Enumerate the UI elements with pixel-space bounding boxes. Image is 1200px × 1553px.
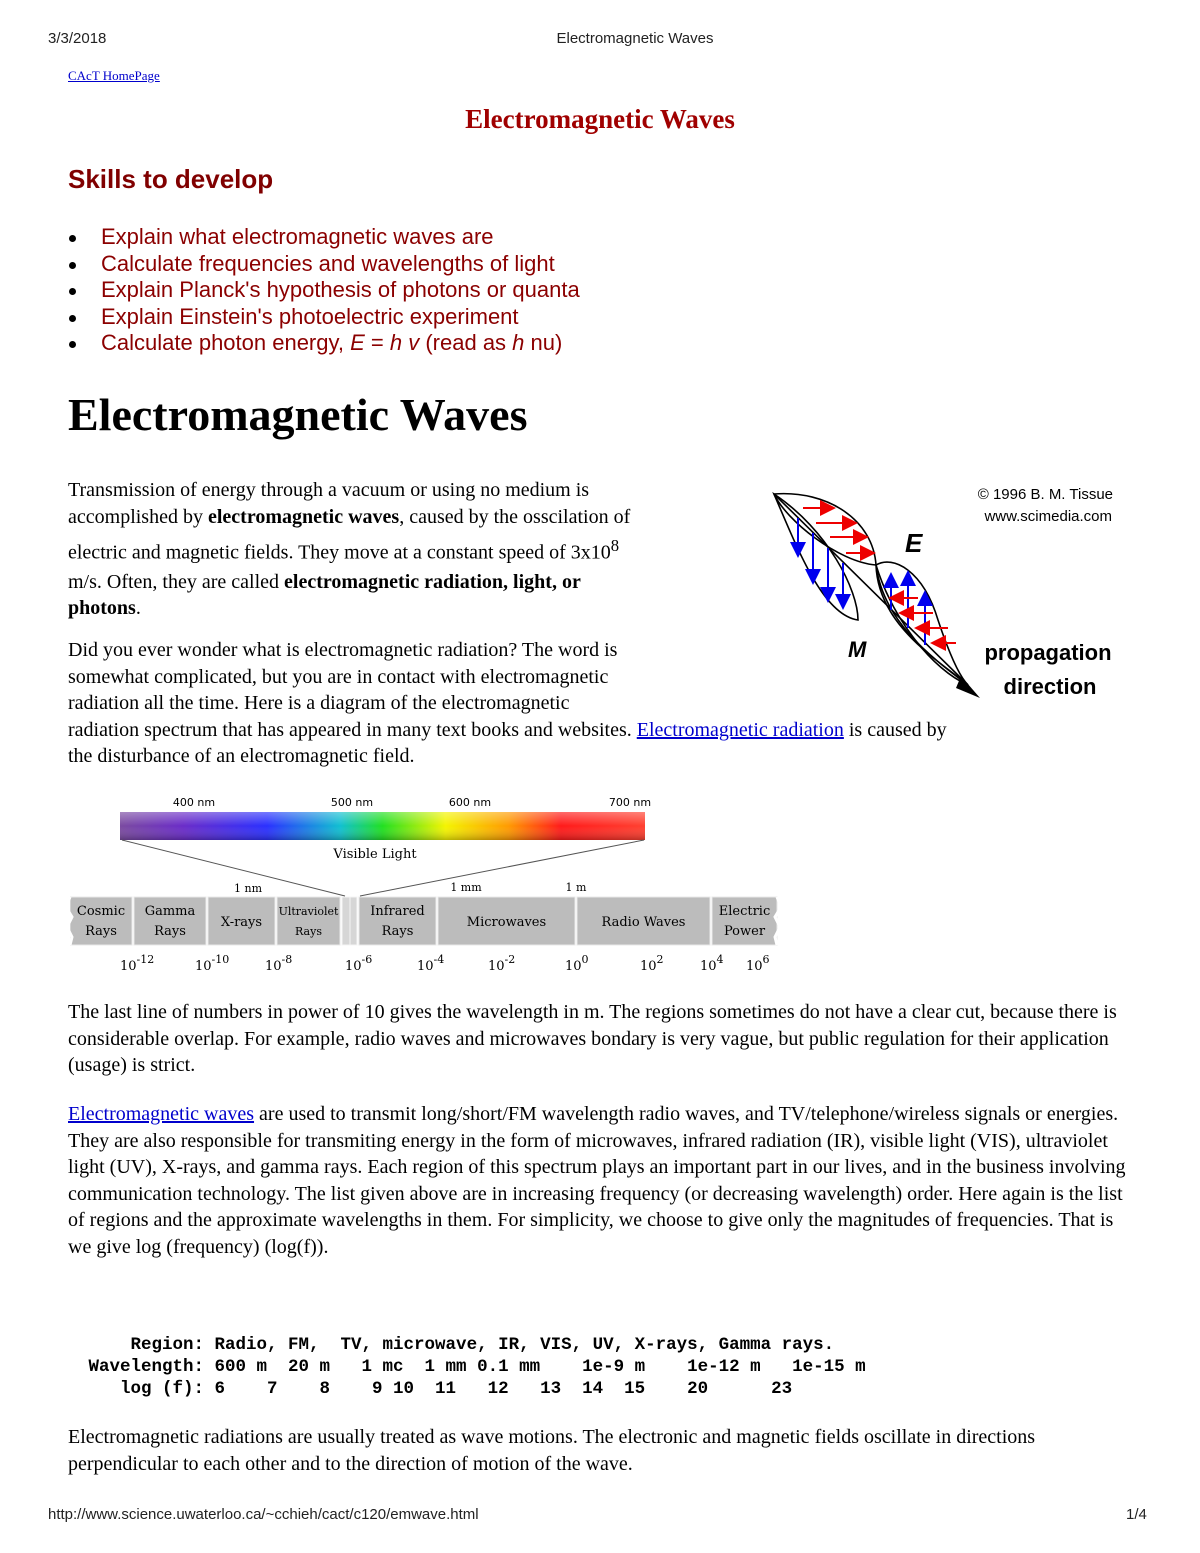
paragraph: Electromagnetic waves are used to transmit long/short/FM wavelength radio waves, and TV/telephone/wireless signals or energies. They are also responsible for transmiting energy in the form of microwaves, infrared radiation (IR), visible light (VIS), ultraviolet light (UV), X-rays, and gamma rays. Each region of this spectrum plays an important part in our lives, and in the business involving communication technology. The list given above are in increasing frequency (or decreasing wavelength) order. Here again is the list of regions and the approximate wavelengths in them. For simplicity, we choose to give only the magnitudes of frequencies. That is we give log (frequency) (log(f)). [68, 1103, 1126, 1258]
exponent-label: $10^{-8}$ [265, 953, 293, 974]
tick-label: 600 nm [448, 796, 492, 809]
bullet-icon [69, 235, 76, 242]
page-number: 1/4 [1126, 1506, 1147, 1523]
em-radiation-link[interactable]: Electromagnetic radiation [636, 718, 844, 741]
spectrum-region [350, 897, 357, 945]
region-label: Radio Waves [601, 915, 686, 930]
region-label: Electric [718, 904, 771, 919]
print-title: Electromagnetic Waves [556, 30, 714, 47]
propagation-label: propagation [984, 640, 1112, 665]
list-item: Explain Einstein's photoelectric experiment [68, 304, 580, 331]
scale-mark: 1 m [565, 881, 587, 894]
em-spectrum-diagram [70, 790, 780, 980]
region-label: Rays [154, 924, 186, 939]
exponent-label: $10^2$ [640, 953, 664, 974]
tick-label: 700 nm [608, 796, 652, 809]
site-text: www.scimedia.com [984, 508, 1112, 525]
bullet-icon [69, 341, 76, 348]
region-label: Rays [295, 925, 322, 938]
em-waves-link[interactable]: Electromagnetic waves [68, 1103, 255, 1125]
bullet-icon [69, 262, 76, 269]
table-row: Region: Radio, FM, TV, microwave, IR, VIS, UV, X-rays, Gamma rays. [78, 1335, 835, 1355]
e-field-label: E [905, 528, 923, 558]
skills-list [68, 224, 580, 357]
exponent-label: $10^{-10}$ [195, 953, 230, 974]
exponent-label: $10^0$ [565, 953, 589, 974]
region-label: Microwaves [466, 915, 547, 930]
region-label: Rays [85, 924, 117, 939]
region-table [78, 1334, 866, 1400]
list-item: Explain Planck's hypothesis of photons or quanta [68, 277, 580, 304]
region-label: Cosmic [76, 904, 126, 919]
direction-label: direction [1003, 674, 1097, 699]
list-item: Calculate frequencies and wavelengths of light [68, 251, 580, 278]
bullet-icon [69, 288, 76, 295]
region-label: X-rays [220, 915, 263, 930]
copyright-text: © 1996 B. M. Tissue [977, 486, 1113, 503]
tick-label: 500 nm [330, 796, 374, 809]
region-label: Gamma [144, 904, 196, 919]
paragraph: Electromagnetic radiations are usually treated as wave motions. The electronic and magnetic fields oscillate in directions perpendicular to each other and to the direction of motion of the wave. [68, 1426, 1036, 1475]
table-row: log (f): 6 7 8 9 10 11 12 13 14 15 20 23 [78, 1379, 793, 1399]
section-title: Electromagnetic Waves [68, 389, 528, 440]
print-date: 3/3/2018 [48, 30, 107, 47]
exponent-label: $10^{-4}$ [417, 953, 445, 974]
region-label: Ultraviolet [278, 905, 339, 918]
exponent-label: $10^4$ [700, 953, 724, 974]
page-title: Electromagnetic Waves [465, 104, 735, 134]
exponent-label: $10^6$ [746, 953, 770, 974]
m-field-label: M [848, 637, 867, 662]
spectrum-region [342, 897, 350, 945]
region-label: Infrared [370, 904, 425, 919]
paragraph: The last line of numbers in power of 10 gives the wavelength in m. The regions sometimes do not have a clear cut, because there is considerable overlap. For example, radio waves and microwaves bondary is very vague, but public regulation for their application (usage) is strict. [68, 1001, 1117, 1076]
visible-light-label: Visible Light [333, 847, 417, 862]
region-label: Power [723, 924, 766, 939]
region-label: Rays [381, 924, 414, 939]
exponent-label: $10^{-12}$ [120, 953, 155, 974]
exponent-label: $10^{-6}$ [345, 953, 373, 974]
bullet-icon [69, 315, 76, 322]
scale-mark: 1 nm [233, 882, 263, 895]
paragraph: Did you ever wonder what is electromagnetic radiation? The word is somewhat complicated, but you are in contact with electromagnetic radiation all the time. Here is a diagram of the electromagnetic radiation spectrum that has appeared in many text books and websites. Electromagnetic radiation is caused by the disturbance of an electromagnetic field. [68, 639, 947, 767]
print-url: http://www.science.uwaterloo.ca/~cchieh/cact/c120/emwave.html [48, 1506, 479, 1523]
scale-mark: 1 mm [450, 881, 482, 894]
list-item: Explain what electromagnetic waves are [68, 224, 580, 251]
home-page-link[interactable]: CAcT HomePage [68, 68, 160, 83]
skills-heading: Skills to develop [68, 164, 274, 194]
list-item: Calculate photon energy, E = h v (read as h nu) [68, 330, 580, 357]
table-row: Wavelength: 600 m 20 m 1 mc 1 mm 0.1 mm 1e-9 m 1e-12 m 1e-15 m [78, 1357, 866, 1377]
exponent-label: $10^{-2}$ [488, 953, 516, 974]
intro-paragraph: Transmission of energy through a vacuum or using no medium is accomplished by electromagnetic waves, caused by the osscilation of electric and magnetic fields. They move at a constant speed of $3x10^8$ m/s. Often, they are called electromagnetic radiation, light, or photons. [68, 479, 631, 620]
tick-label: 400 nm [172, 796, 216, 809]
